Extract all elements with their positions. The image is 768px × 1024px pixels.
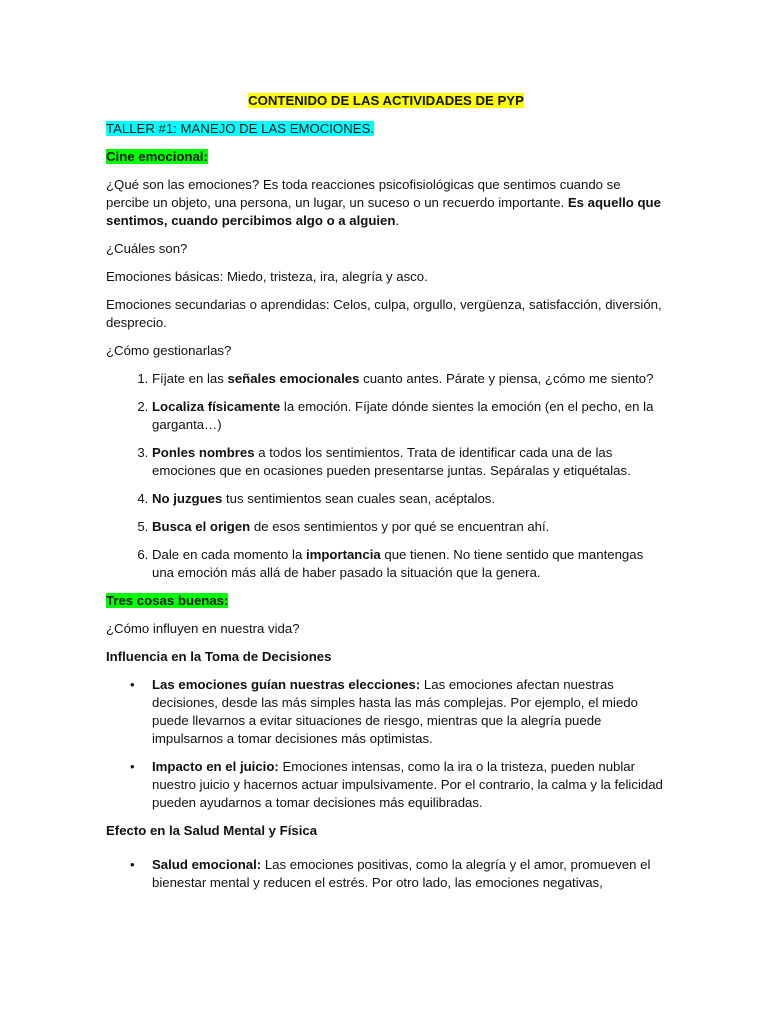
cine-heading-line — [106, 148, 666, 166]
title-block — [106, 92, 666, 110]
step-text: de esos sentimientos y por qué se encuentran ahí. — [250, 519, 550, 534]
influencia-heading: Influencia en la Toma de Decisiones — [106, 649, 332, 664]
list-item — [130, 676, 666, 748]
cine-heading: Cine emocional: — [106, 149, 208, 164]
step-text: la emoción. Fíjate dónde sientes la emoción (en el pecho, en la garganta…) — [152, 399, 654, 432]
step-text: Fíjate en las — [152, 371, 228, 386]
item-bold: Las emociones guían nuestras elecciones: — [152, 677, 421, 692]
list-item — [152, 444, 666, 480]
item-bold: Salud emocional: — [152, 857, 262, 872]
basicas-paragraph: Emociones básicas: Miedo, tristeza, ira, alegría y asco. — [106, 269, 428, 284]
item-bold: Impacto en el juicio: — [152, 759, 279, 774]
tres-heading: Tres cosas buenas: — [106, 593, 229, 608]
list-item — [152, 546, 666, 582]
influyen-question: ¿Cómo influyen en nuestra vida? — [106, 621, 300, 636]
tres-heading-line — [106, 592, 666, 610]
gestionarlas-question: ¿Cómo gestionarlas? — [106, 343, 232, 358]
step-bold: Busca el origen — [152, 519, 251, 534]
taller-title: TALLER #1: MANEJO DE LAS EMOCIONES. — [106, 121, 374, 136]
steps-list — [106, 370, 666, 582]
list-item — [130, 758, 666, 812]
step-text: Dale en cada momento la — [152, 547, 306, 562]
step-bold: Localiza físicamente — [152, 399, 281, 414]
step-bold: señales emocionales — [227, 371, 360, 386]
influencia-list — [106, 676, 666, 812]
item-text: Las emociones positivas, como la alegría y el amor, promueven el bienestar mental y reducen el estrés. Por otro lado, las emociones negativas, — [152, 857, 651, 890]
step-bold: importancia — [305, 547, 381, 562]
bullet-icon: • — [130, 759, 135, 774]
efecto-heading: Efecto en la Salud Mental y Física — [106, 823, 318, 838]
cuales-question: ¿Cuáles son? — [106, 241, 188, 256]
secundarias-paragraph: Emociones secundarias o aprendidas: Celos, culpa, orgullo, vergüenza, satisfacción, diversión, desprecio. — [106, 297, 662, 330]
step-text: que tienen. No tiene sentido que mantengas una emoción más allá de haber pasado la situación que la genera. — [152, 547, 644, 580]
taller-line — [106, 120, 666, 138]
document-content — [106, 92, 666, 902]
item-text: Emociones intensas, como la ira o la tristeza, pueden nublar nuestro juicio y hacernos actuar impulsivamente. Por el contrario, la calma y la felicidad pueden ayudarnos a tomar decisiones más equilibradas. — [152, 759, 663, 810]
list-item — [152, 518, 666, 536]
intro-text: ¿Qué son las emociones? Es toda reacciones psicofisiológicas que sentimos cuando se percibe un objeto, una persona, un lugar, un suceso o un recuerdo importante. — [106, 177, 621, 210]
list-item — [130, 856, 666, 892]
step-bold: Ponles nombres — [152, 445, 255, 460]
intro-paragraph — [106, 176, 666, 230]
list-item — [152, 370, 666, 388]
document-title: CONTENIDO DE LAS ACTIVIDADES DE PYP — [248, 93, 524, 108]
step-text: tus sentimientos sean cuales sean, acéptalos. — [222, 491, 496, 506]
intro-end: . — [395, 213, 400, 228]
step-text: a todos los sentimientos. Trata de identificar cada una de las emociones que en ocasiones pueden presentarse juntas. Sepáralas y etiquétalas. — [152, 445, 631, 478]
bullet-icon: • — [130, 677, 135, 692]
step-text: cuanto antes. Párate y piensa, ¿cómo me siento? — [359, 371, 654, 386]
list-item — [152, 490, 666, 508]
item-text: Las emociones afectan nuestras decisiones, desde las más simples hasta las más complejas. Por ejemplo, el miedo puede llevarnos a evitar situaciones de riesgo, mientras que la alegría puede impulsarnos a tomar decisiones más optimistas. — [152, 677, 638, 746]
step-bold: No juzgues — [152, 491, 223, 506]
list-item — [152, 398, 666, 434]
efecto-list — [106, 856, 666, 892]
intro-bold: Es aquello que sentimos, cuando percibimos algo o a alguien — [106, 195, 661, 228]
bullet-icon: • — [130, 857, 135, 872]
